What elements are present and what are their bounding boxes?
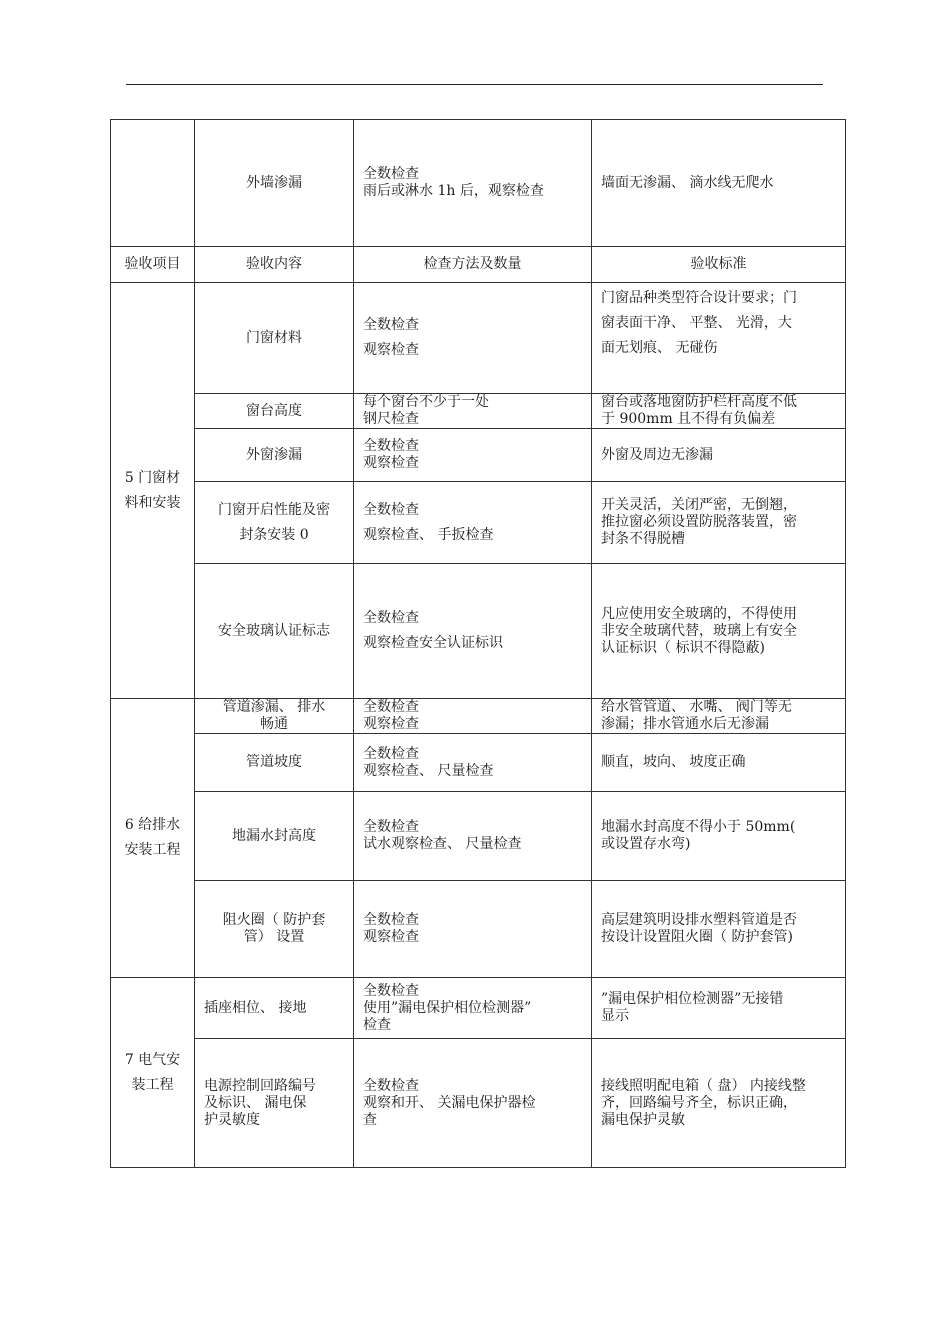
standard-cell: 门窗品种类型符合设计要求；门 窗表面干净、 平整、 光滑，大 面无划痕、 无碰伤 (592, 283, 846, 394)
standard-cell: 开关灵活，关闭严密，无倒翘， 推拉窗必须设置防脱落装置，密 封条不得脱槽 (592, 482, 846, 564)
table-row (111, 699, 846, 734)
method-cell: 全数检查 试水观察检查、 尺量检查 (354, 792, 592, 881)
standard-cell: 顺直，坡向、 坡度正确 (592, 734, 846, 792)
table-row (111, 429, 846, 482)
table-row (111, 881, 846, 978)
header-standard: 验收标准 (592, 247, 846, 283)
method-cell: 全数检查 观察检查 (354, 881, 592, 978)
method-cell: 全数检查 观察检查安全认证标识 (354, 564, 592, 699)
acceptance-table (110, 119, 846, 1168)
table-row (111, 734, 846, 792)
content-cell: 门窗开启性能及密 封条安装 0 (195, 482, 354, 564)
project-cell: 5 门窗材 料和安装 (111, 283, 195, 699)
standard-cell: 高层建筑明设排水塑料管道是否 按设计设置阻火圈（ 防护套管) (592, 881, 846, 978)
table-row (111, 283, 846, 394)
table-row (111, 978, 846, 1039)
table-row (111, 792, 846, 881)
header-method: 检查方法及数量 (354, 247, 592, 283)
content-cell: 安全玻璃认证标志 (195, 564, 354, 699)
table-row (111, 120, 846, 247)
project-cell: 6 给排水 安装工程 (111, 699, 195, 978)
project-cell-empty (111, 120, 195, 247)
method-cell: 全数检查 观察检查 (354, 699, 592, 734)
header-rule (126, 84, 823, 85)
method-cell: 全数检查 观察和开、 关漏电保护器检 查 (354, 1039, 592, 1168)
content-cell: 窗台高度 (195, 394, 354, 429)
method-cell: 每个窗台不少于一处 钢尺检查 (354, 394, 592, 429)
standard-cell: 外窗及周边无渗漏 (592, 429, 846, 482)
table-row (111, 482, 846, 564)
header-content: 验收内容 (195, 247, 354, 283)
content-cell: 插座相位、 接地 (195, 978, 354, 1039)
standard-cell: ”漏电保护相位检测器”无接错 显示 (592, 978, 846, 1039)
standard-cell: 给水管管道、 水嘴、 阀门等无 渗漏；排水管通水后无渗漏 (592, 699, 846, 734)
content-cell: 管道坡度 (195, 734, 354, 792)
content-cell: 管道渗漏、 排水 畅通 (195, 699, 354, 734)
table-row (111, 564, 846, 699)
header-project: 验收项目 (111, 247, 195, 283)
method-cell: 全数检查 观察检查 (354, 429, 592, 482)
standard-cell: 接线照明配电箱（ 盘） 内接线整 齐，回路编号齐全，标识正确， 漏电保护灵敏 (592, 1039, 846, 1168)
content-cell: 外墙渗漏 (195, 120, 354, 247)
method-cell: 全数检查 观察检查、 手扳检查 (354, 482, 592, 564)
standard-cell: 地漏水封高度不得小于 50mm( 或设置存水弯) (592, 792, 846, 881)
content-cell: 电源控制回路编号 及标识、 漏电保 护灵敏度 (195, 1039, 354, 1168)
table-row (111, 394, 846, 429)
method-cell: 全数检查 使用”漏电保护相位检测器” 检查 (354, 978, 592, 1039)
method-cell: 全数检查 观察检查 (354, 283, 592, 394)
header-row (111, 247, 846, 283)
method-cell: 全数检查 观察检查、 尺量检查 (354, 734, 592, 792)
content-cell: 门窗材料 (195, 283, 354, 394)
standard-cell: 窗台或落地窗防护栏杆高度不低 于 900mm 且不得有负偏差 (592, 394, 846, 429)
content-cell: 外窗渗漏 (195, 429, 354, 482)
project-cell: 7 电气安 装工程 (111, 978, 195, 1168)
content-cell: 地漏水封高度 (195, 792, 354, 881)
table-row (111, 1039, 846, 1168)
method-cell: 全数检查 雨后或淋水 1h 后，观察检查 (354, 120, 592, 247)
content-cell: 阻火圈（ 防护套 管） 设置 (195, 881, 354, 978)
standard-cell: 墙面无渗漏、 滴水线无爬水 (592, 120, 846, 247)
standard-cell: 凡应使用安全玻璃的，不得使用 非安全玻璃代替，玻璃上有安全 认证标识（ 标识不得隐蔽) (592, 564, 846, 699)
